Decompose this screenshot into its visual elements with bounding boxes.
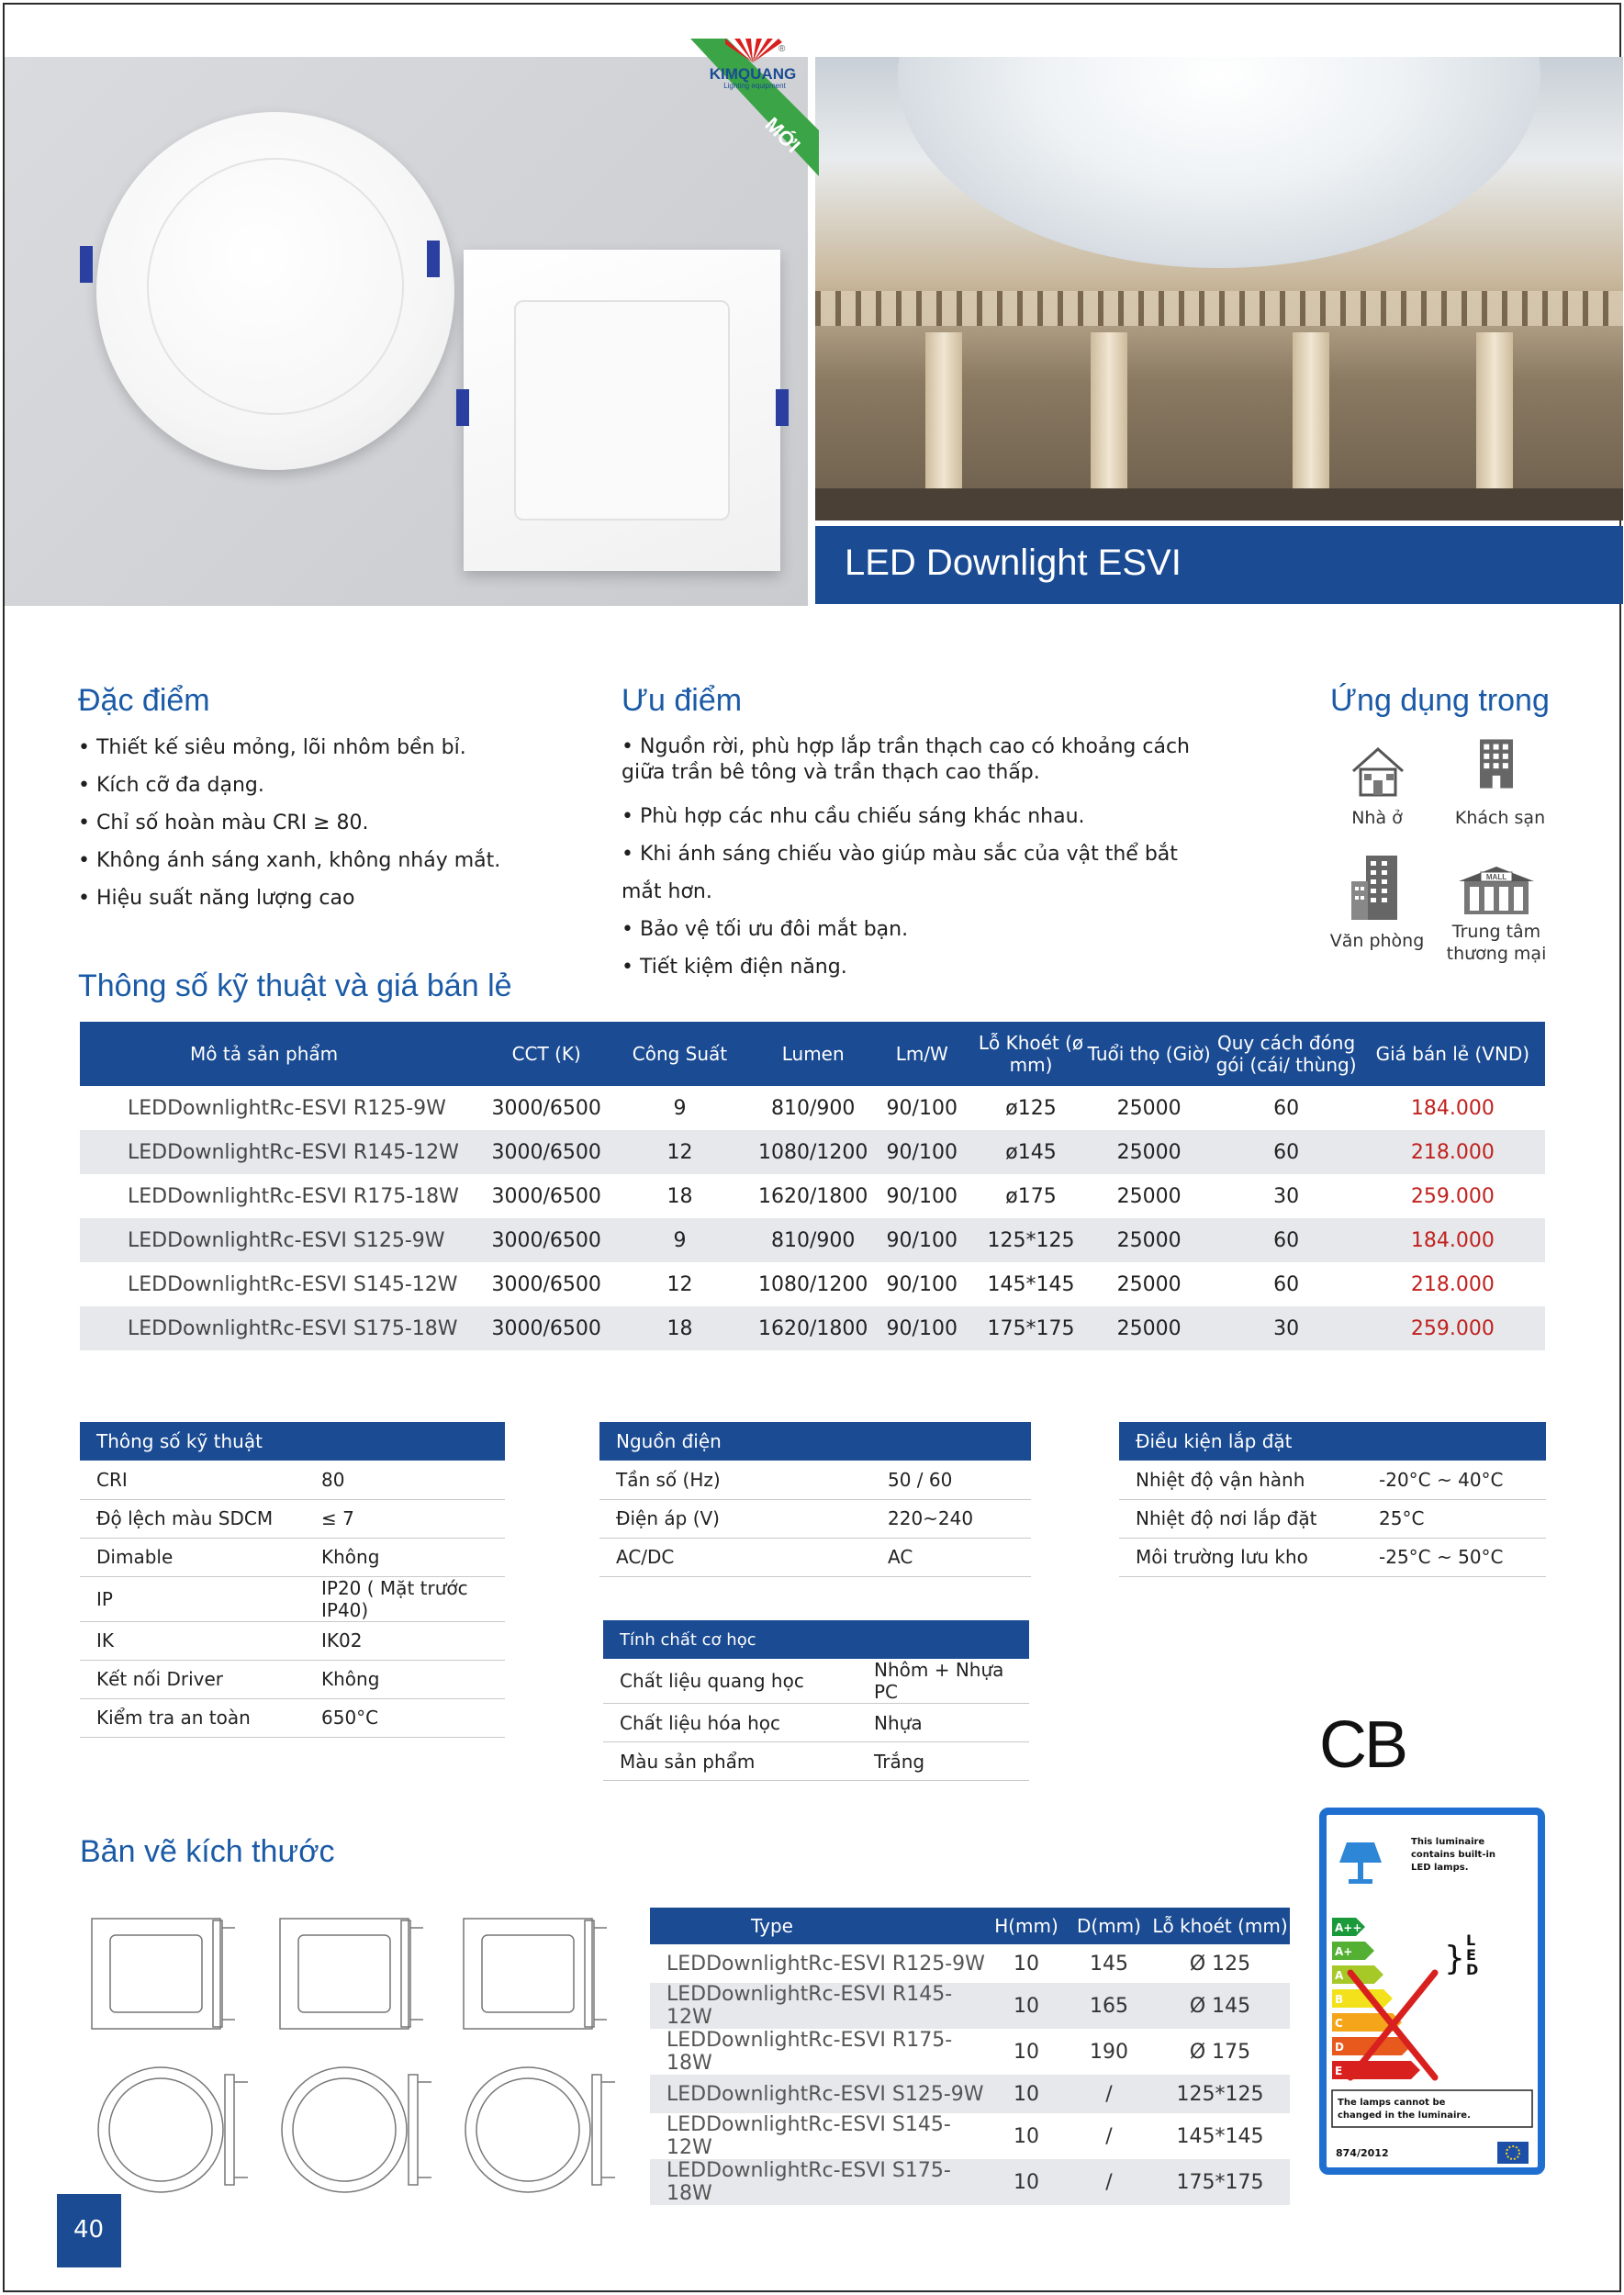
dimension-drawings [73,1909,624,2203]
cell: 3000/6500 [491,1096,601,1120]
cell: Kết nối Driver [80,1660,305,1698]
house-icon [1346,744,1410,799]
table-row [650,2029,1290,2075]
dimension-heading: Bản vẽ kích thước [80,1834,335,1869]
table-row [80,1660,505,1698]
col-header: Quy cách đóng gói (cái/ thùng) [1212,1022,1360,1086]
energy-label [1319,1808,1545,2175]
energy-top-line-3: LED lamps. [1411,1863,1469,1873]
advantage-item: • Bảo vệ tối ưu đôi mắt bạn. [622,911,1209,948]
cell: 25000 [1086,1218,1213,1262]
cell: 220~240 [871,1499,1031,1538]
spring-clip [80,246,93,283]
cell: 25000 [1116,1096,1182,1120]
cell: LEDDownlightRc-ESVI S175-18W [80,1306,492,1350]
cell: LEDDownlightRc-ESVI R145-12W [650,1983,985,2029]
cell: Môi trường lưu kho [1119,1538,1362,1576]
table-row [1119,1538,1546,1576]
cell: LEDDownlightRc-ESVI S145-12W [666,2113,951,2159]
cell: 18 [601,1306,758,1350]
cell: CRI [80,1461,305,1499]
cell: Nhựa [857,1704,1029,1742]
cell: Tần số (Hz) [599,1461,871,1499]
office-icon [1346,854,1410,922]
energy-class-bars [1332,1918,1420,2079]
cell: AC/DC [599,1538,871,1576]
product-title: LED Downlight ESVI [845,543,1182,583]
cell: Kiểm tra an toàn [80,1698,305,1737]
lamp-icon [1339,1842,1382,1884]
mall-sign-text: MALL [1485,873,1507,881]
cell: LEDDownlightRc-ESVI R175-18W [666,2029,953,2075]
led-letter: E [1466,1946,1476,1964]
cell: Độ lệch màu SDCM [80,1499,305,1538]
table-row [80,1499,505,1538]
table-row [603,1742,1029,1781]
cell: 1620/1800 [758,1184,868,1208]
cell: 10 [985,1983,1068,2029]
cell: 25000 [1086,1306,1213,1350]
table-row [650,1944,1290,1983]
cell: 90/100 [868,1218,976,1262]
energy-class-label: A [1335,1969,1344,1982]
applications-heading: Ứng dụng trong [1330,683,1550,718]
col-header: Giá bán lẻ (VND) [1361,1022,1545,1086]
cell: IP [80,1576,305,1621]
price-cell: 184.000 [1410,1096,1495,1120]
cell: 3000/6500 [492,1218,601,1262]
cell: Không [305,1660,505,1698]
cell: Ø 125 [1189,1952,1251,1976]
col-header: Type [650,1908,985,1944]
cell: LEDDownlightRc-ESVI R175-18W [128,1184,459,1208]
table-row [650,1983,1290,2029]
cell: Nhôm + Nhựa PC [857,1659,1029,1704]
advantage-item: • Tiết kiệm điện năng. [622,948,1209,986]
cell: Dimable [80,1538,305,1576]
table-row [80,1538,505,1576]
cell: 25000 [1116,1184,1182,1208]
table-row [80,1086,1545,1130]
cell: 190 [1090,2040,1128,2064]
cell: 30 [1212,1306,1360,1350]
brand-logo-badge [690,39,819,176]
spring-clip [776,389,789,426]
led-letter: D [1466,1961,1479,1978]
cell: 175*175 [1150,2159,1290,2205]
table-row [603,1659,1029,1704]
spec-price-table [80,1022,1545,1350]
brace-glyph: } [1444,1940,1465,1977]
dimension-table [650,1908,1290,2205]
col-header: Lỗ khoét (mm) [1150,1908,1290,1944]
table-row [603,1704,1029,1742]
cell: Ø 175 [1189,2040,1251,2064]
cell: 145 [1090,1952,1128,1976]
led-letter: L [1466,1931,1476,1949]
cell: 90/100 [868,1130,976,1174]
cell: IK02 [305,1621,505,1660]
cell: 3000/6500 [491,1184,601,1208]
brand-name: KIMQUANG [709,65,797,83]
cell: 25000 [1116,1272,1182,1296]
cell: ø175 [1005,1184,1057,1208]
registered-mark: ® [778,44,786,54]
svg-text:This luminaire contains [1411,1837,1499,1873]
hotel-icon [1464,736,1529,791]
page-number-box [57,2194,121,2267]
table-row [80,1621,505,1660]
col-header: Lumen [758,1022,868,1086]
energy-top-line-1: This luminaire [1411,1837,1485,1847]
col-header: Công Suất [601,1022,758,1086]
advantages-list [622,729,1209,986]
price-cell: 259.000 [1410,1184,1495,1208]
power-heading: Nguồn điện [599,1422,1031,1461]
col-header: D(mm) [1068,1908,1150,1944]
power-table [599,1422,1031,1577]
cell: LEDDownlightRc-ESVI S125-9W [650,2075,985,2113]
cell: 25000 [1086,1130,1213,1174]
tech-spec-heading: Thông số kỹ thuật [80,1422,505,1461]
feature-item: • Không ánh sáng xanh, không nháy mắt. [78,842,592,879]
cell: 60 [1212,1130,1360,1174]
cell: 90/100 [886,1184,958,1208]
cell: 175*175 [976,1306,1086,1350]
mechanical-table [603,1620,1029,1781]
spring-clip [456,389,469,426]
cell: 60 [1273,1272,1300,1296]
cell: 810/900 [758,1218,868,1262]
product-title-bar [815,526,1623,604]
features-heading: Đặc điểm [78,683,210,718]
cell: / [1068,2159,1150,2205]
cell: AC [871,1538,1031,1576]
table-row [599,1461,1031,1499]
cell: LEDDownlightRc-ESVI R125-9W [128,1096,446,1120]
table-row [80,1130,1545,1174]
cell: 9 [673,1096,687,1120]
energy-bottom-line-2: changed in the luminaire. [1338,2110,1471,2121]
cell: 12 [601,1130,758,1174]
cell: LEDDownlightRc-ESVI R145-12W [80,1130,492,1174]
table-row [80,1174,1545,1218]
eu-flag-icon [1497,2142,1529,2164]
col-header: Lỗ Khoét (ø mm) [976,1022,1086,1086]
table-row [1119,1461,1546,1499]
cell: Điện áp (V) [599,1499,871,1538]
cell: / [1068,2075,1150,2113]
cell: / [1105,2124,1113,2148]
feature-item: • Chỉ số hoàn màu CRI ≥ 80. [78,804,592,842]
app-label-hotel: Khách sạn [1454,808,1546,828]
cell: 1620/1800 [758,1306,868,1350]
energy-class-label: C [1335,2017,1343,2030]
cell: 1080/1200 [758,1130,868,1174]
cell: LEDDownlightRc-ESVI S125-9W [80,1218,492,1262]
col-header: CCT (K) [492,1022,601,1086]
cell: 9 [601,1218,758,1262]
energy-class-arrow [1332,2061,1420,2079]
cell: 60 [1273,1096,1300,1120]
cell: 60 [1212,1218,1360,1262]
energy-class-label: B [1335,1993,1344,2006]
cell: 80 [305,1461,505,1499]
cell: LEDDownlightRc-ESVI R125-9W [666,1952,985,1976]
cell: 10 [1014,1952,1039,1976]
energy-class-label: E [1335,2065,1343,2077]
energy-top-line-2: contains built-in [1411,1850,1496,1860]
cell: 125*125 [976,1218,1086,1262]
square-downlight-image [464,250,780,571]
table-row [80,1306,1545,1350]
cell: 90/100 [868,1306,976,1350]
app-label-home: Nhà ở [1351,808,1403,828]
energy-bottom-line-1: The lamps cannot be [1338,2098,1446,2108]
col-header: Lm/W [868,1022,976,1086]
cell: 3000/6500 [491,1272,601,1296]
energy-regulation: 874/2012 [1336,2147,1389,2159]
table-row [599,1499,1031,1538]
app-label-office: Văn phòng [1329,931,1425,951]
cell: 1080/1200 [758,1272,868,1296]
advantage-item: • Khi ánh sáng chiếu vào giúp màu sắc của vật thể bắt mắt hơn. [622,835,1209,911]
table-row [80,1576,505,1621]
cell: ø145 [976,1130,1086,1174]
feature-item: • Kích cỡ đa dạng. [78,767,592,804]
cell: 3000/6500 [492,1130,601,1174]
install-conditions-table [1119,1422,1546,1577]
table-row [80,1218,1545,1262]
table-row [650,2159,1290,2205]
mechanical-heading: Tính chất cơ học [603,1620,1029,1659]
cell: 3000/6500 [492,1306,601,1350]
table-row [80,1262,1545,1306]
spec-table-header [80,1022,1545,1086]
cell: -25°C ~ 50°C [1362,1538,1546,1576]
dimension-table-header [650,1908,1290,1944]
table-row [599,1538,1031,1576]
cell: IK [80,1621,305,1660]
cell: 650°C [305,1698,505,1737]
feature-item: • Thiết kế siêu mỏng, lõi nhôm bền bỉ. [78,729,592,767]
cell: Nhiệt độ nơi lắp đặt [1119,1499,1362,1538]
price-cell: 259.000 [1361,1306,1545,1350]
table-row [80,1461,505,1499]
cell: 18 [666,1184,693,1208]
cell: Chất liệu quang học [603,1659,857,1704]
cell: LEDDownlightRc-ESVI S175-18W [650,2159,985,2205]
cell: 10 [1014,2040,1039,2064]
cell: IP20 ( Mặt trước IP40) [305,1576,505,1621]
cell: 165 [1068,1983,1150,2029]
page-number: 40 [73,2216,105,2244]
cell: Màu sản phẩm [603,1742,857,1781]
mall-icon [1455,863,1538,918]
cell: Không [305,1538,505,1576]
cb-certification-mark: CB [1319,1708,1406,1782]
advantage-item: • Nguồn rời, phù hợp lắp trần thạch cao có khoảng cách giữa trần bê tông và trần thạch cao thấp. [622,729,1209,798]
cell: Trắng [857,1742,1029,1781]
product-photo [5,57,808,606]
app-label-mall: Trung tâm thương mại [1446,922,1547,964]
energy-class-label: A+ [1335,1945,1353,1958]
cell: 145*145 [987,1272,1075,1296]
feature-item: • Hiệu suất năng lượng cao [78,879,592,917]
cell: 10 [985,2075,1068,2113]
cell: 90/100 [886,1272,958,1296]
price-cell: 218.000 [1410,1272,1495,1296]
cell: 10 [1014,2124,1039,2148]
cell: ø125 [1005,1096,1057,1120]
table-row [1119,1499,1546,1538]
cell: 30 [1273,1184,1300,1208]
cell: 90/100 [886,1096,958,1120]
cell: 25°C [1362,1499,1546,1538]
col-header: H(mm) [985,1908,1068,1944]
energy-class-label: D [1335,2041,1344,2054]
table-row [80,1698,505,1737]
cell: ≤ 7 [305,1499,505,1538]
price-cell: 218.000 [1361,1130,1545,1174]
cell: Ø 145 [1150,1983,1290,2029]
cell: 810/900 [771,1096,856,1120]
advantages-heading: Ưu điểm [622,683,743,718]
table-row [650,2113,1290,2159]
new-badge-text: MỚI [760,112,805,158]
brand-tagline: Lighting equipment [723,82,786,90]
cell: LEDDownlightRc-ESVI S145-12W [128,1272,458,1296]
col-header: Tuổi thọ (Giờ) [1086,1022,1213,1086]
col-header: Mô tả sản phẩm [80,1022,492,1086]
cell: Chất liệu hóa học [603,1704,857,1742]
round-downlight-image [96,112,454,470]
lobby-photo [815,57,1623,521]
spec-section-heading: Thông số kỹ thuật và giá bán lẻ [78,968,512,1003]
cell: Nhiệt độ vận hành [1119,1461,1362,1499]
cell: 12 [666,1272,693,1296]
cell: 125*125 [1150,2075,1290,2113]
features-list [78,729,592,917]
energy-class-label: A++ [1335,1921,1362,1934]
cell: 50 / 60 [871,1461,1031,1499]
spring-clip [427,241,440,277]
cell: -20°C ~ 40°C [1362,1461,1546,1499]
tech-spec-table [80,1422,505,1738]
advantage-item: • Phù hợp các nhu cầu chiếu sáng khác nhau. [622,798,1209,835]
table-row [650,2075,1290,2113]
install-heading: Điều kiện lắp đặt [1119,1422,1546,1461]
cell: 10 [985,2159,1068,2205]
cell: 145*145 [1176,2124,1264,2148]
price-cell: 184.000 [1361,1218,1545,1262]
